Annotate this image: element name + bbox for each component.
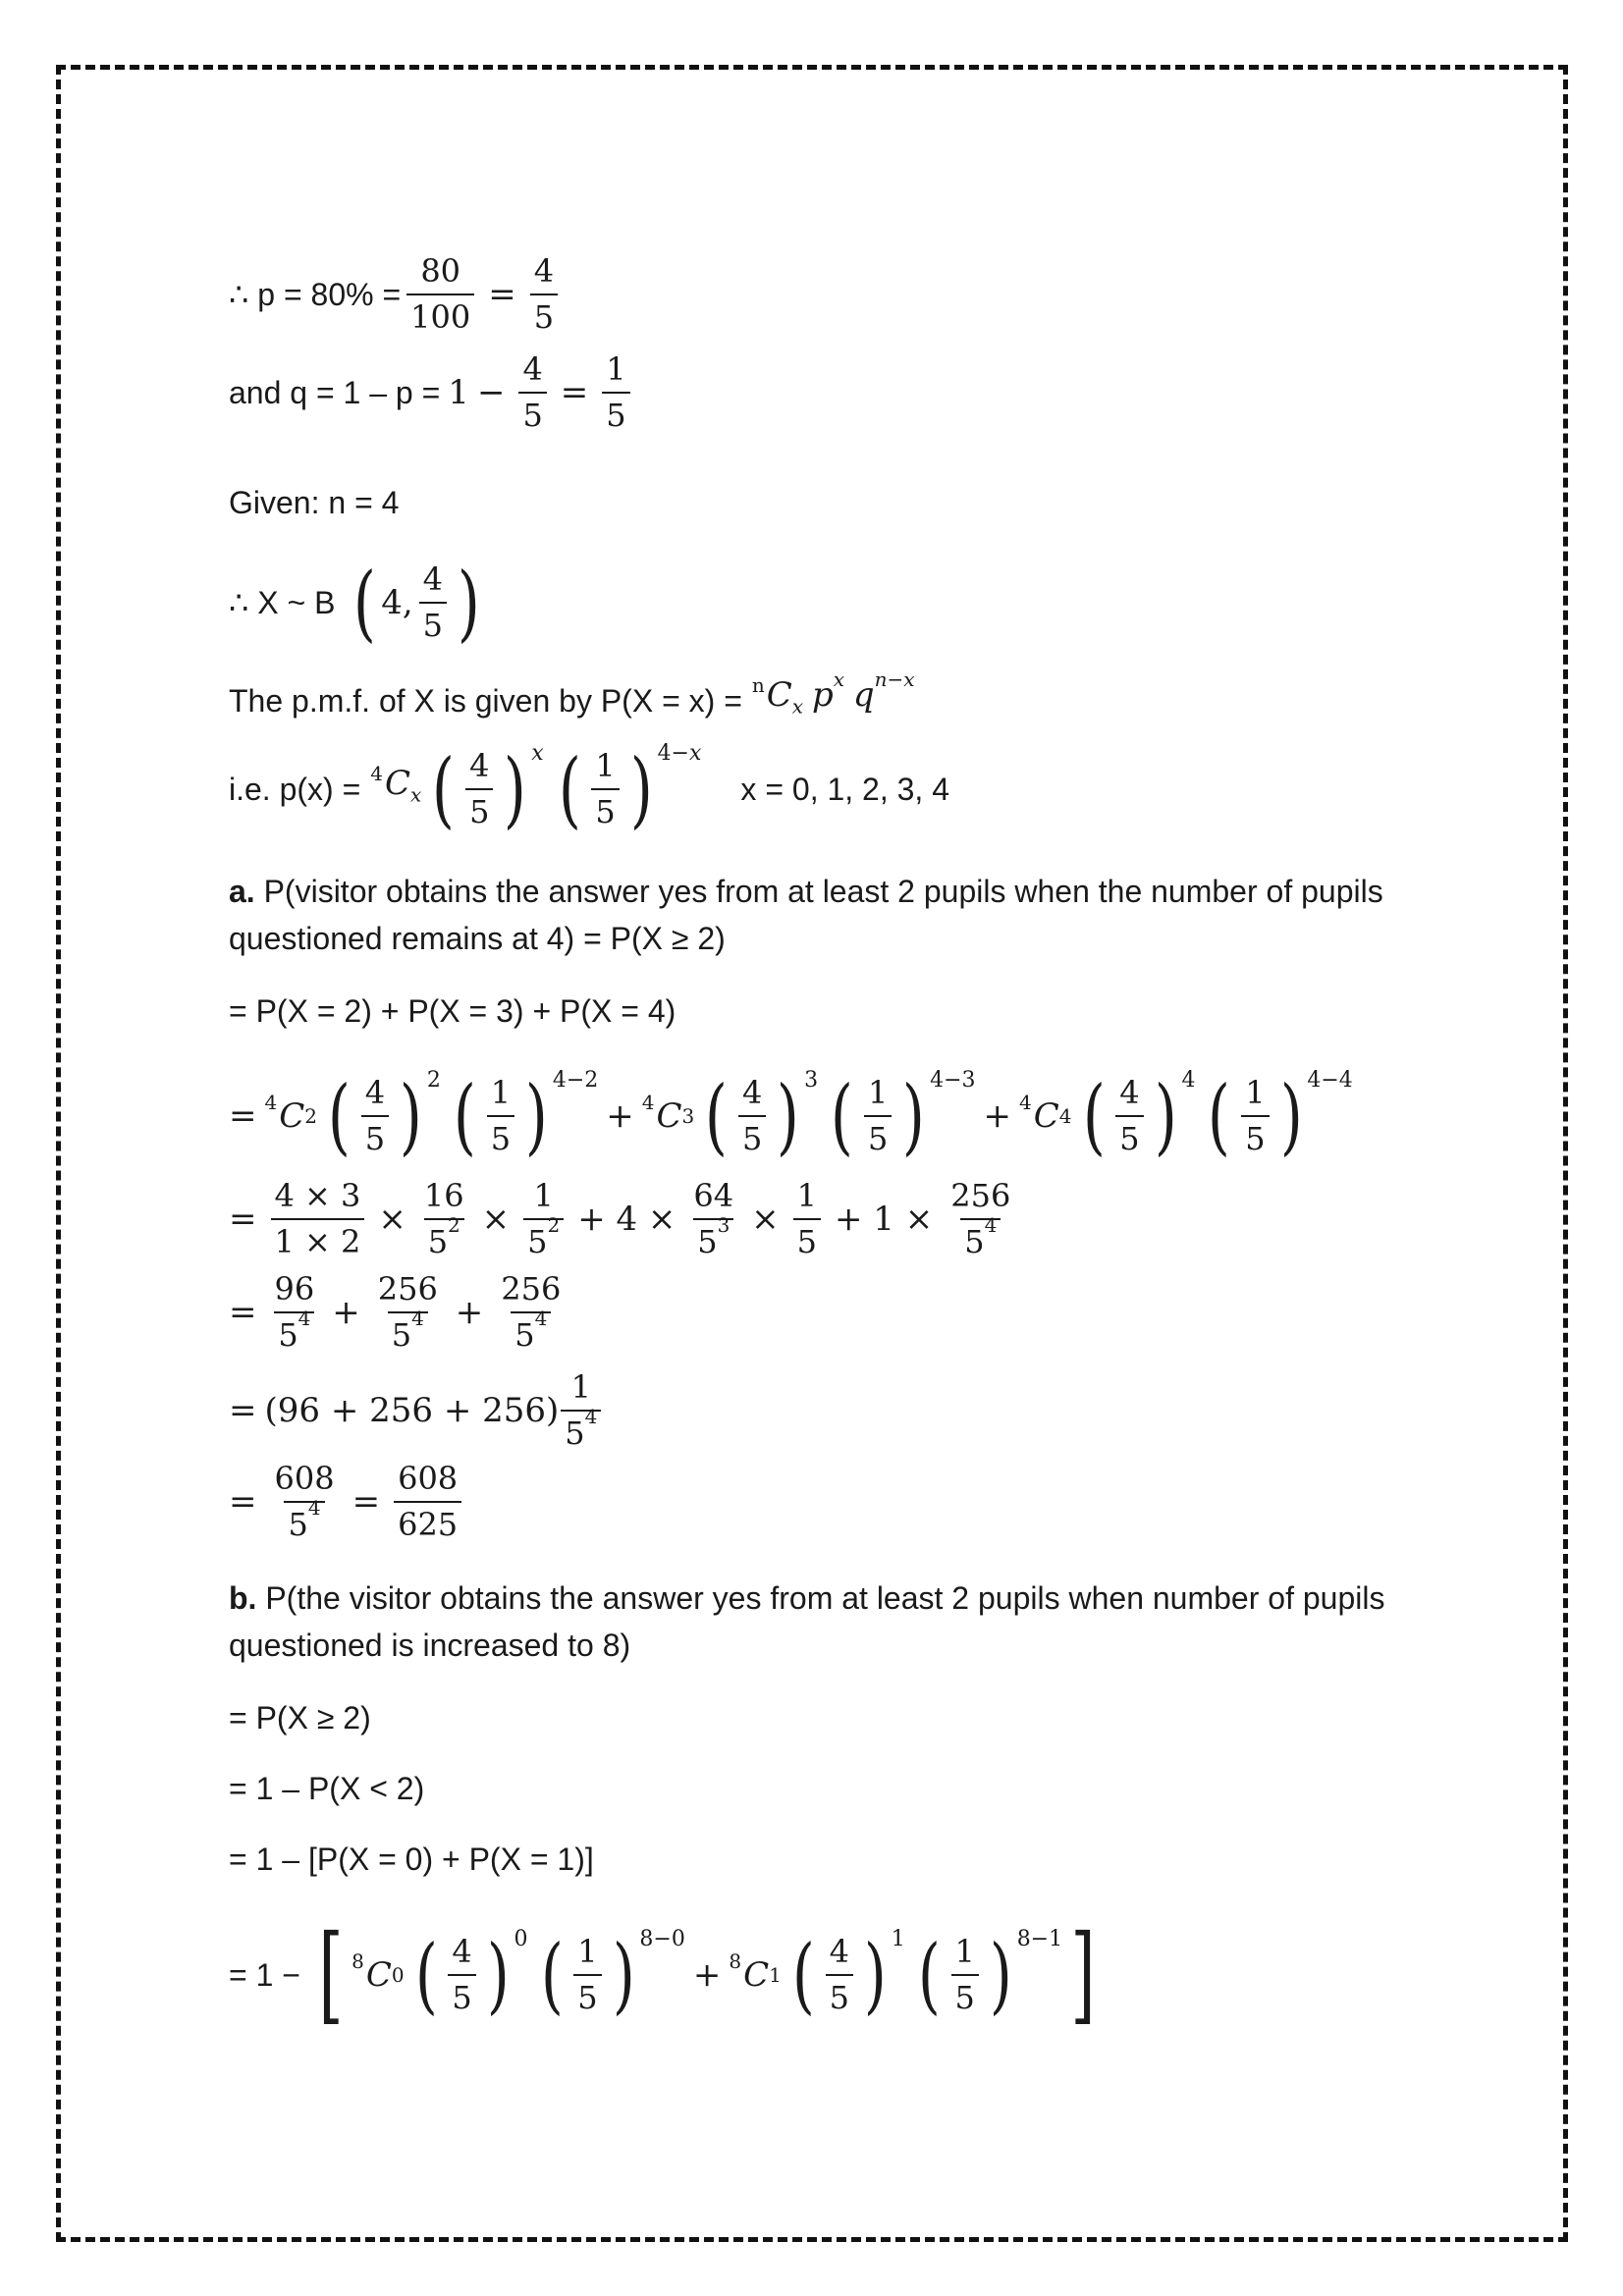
part-a-products: = $\frac{4 \times 3}{1 \times 2}$ × $\frac{16}{5^2}$ × $\frac{1}{5^2}$ + 4 × $\frac{64}{5^3}$ × $\frac{1}{5}$ + 1 × $\frac{256}{5^4}$ bbox=[229, 1177, 1011, 1260]
part-a-grouped: = (96 + 256 + 256) $\frac{1}{5^4}$ bbox=[229, 1369, 607, 1452]
part-b-statement-2: questioned is increased to 8) bbox=[229, 1628, 631, 1663]
part-a-fraction-sum: = $\frac{96}{5^4}$ + $\frac{256}{5^4}$ + $\frac{256}{5^4}$ bbox=[229, 1270, 562, 1354]
part-b-step-2: = 1 – P(X < 2) bbox=[229, 1771, 425, 1806]
part-b-statement-1: b. P(the visitor obtains the answer yes from at least 2 pupils when number of pupils bbox=[229, 1580, 1385, 1616]
given-n: Given: n = 4 bbox=[229, 485, 400, 520]
distribution-line: ∴ X ~ B ( 4, $\frac{4}{5}$ ) bbox=[229, 555, 480, 651]
part-a-statement-1: a. P(visitor obtains the answer yes from at least 2 pupils when the number of pupils bbox=[229, 874, 1383, 909]
fraction-80-100: $\frac{80}{100}$ bbox=[406, 253, 474, 336]
p-prefix: ∴ p = 80% = bbox=[229, 276, 402, 312]
p-equation: ∴ p = 80% = $\frac{80}{100}$ = $\frac{4}{5}$ bbox=[229, 253, 564, 336]
pmf-specific: i.e. p(x) = $^4C_x$ ( $\frac{4}{5}$ ) $^x$ ( $\frac{1}{5}$ ) $^{4-x}$ x = 0, 1, 2, 3, 4 bbox=[229, 741, 949, 837]
q-equation: and q = 1 – p = 1 − $\frac{4}{5}$ = $\frac{1}{5}$ bbox=[229, 351, 636, 434]
part-b-step-4: = 1 − [ 8 C 0 ( $\frac{4}{5}$ ) $^0$ ( $\frac{1}{5}$ ) $^{8-0}$ + 8 C 1 ( $\frac{4}{5}$ ) $^1$ ( $\frac{1}{5}$ ) $^{8-1}$ ] bbox=[229, 1913, 1096, 2036]
part-a-expansion: = 4 C 2 ( $\frac{4}{5}$ ) $^2$ ( $\frac{1}{5}$ ) $^{4-2}$ + 4 C 3 ( $\frac{4}{5}$ ) $^3$ ( $\frac{1}{5}$ ) $^{4-3}$ + 4 C 4 ( $\frac{4}{5}$ ) $^4$ ( $\frac{1}{5}$ ) $^{4-4}$ bbox=[229, 1068, 1353, 1164]
fraction-4-5: $\frac{4}{5}$ bbox=[530, 253, 558, 336]
part-a-sum: = P(X = 2) + P(X = 3) + P(X = 4) bbox=[229, 993, 676, 1029]
part-a-statement-2: questioned remains at 4) = P(X ≥ 2) bbox=[229, 921, 726, 956]
part-b-step-3: = 1 – [P(X = 0) + P(X = 1)] bbox=[229, 1842, 594, 1877]
pmf-definition: The p.m.f. of X is given by P(X = x) = $^nC_x$ $p^x$ $q^{n-x}$ bbox=[229, 667, 915, 719]
part-b-step-1: = P(X ≥ 2) bbox=[229, 1700, 371, 1735]
part-a-result: = $\frac{608}{5^4}$ = $\frac{608}{625}$ bbox=[229, 1461, 467, 1543]
